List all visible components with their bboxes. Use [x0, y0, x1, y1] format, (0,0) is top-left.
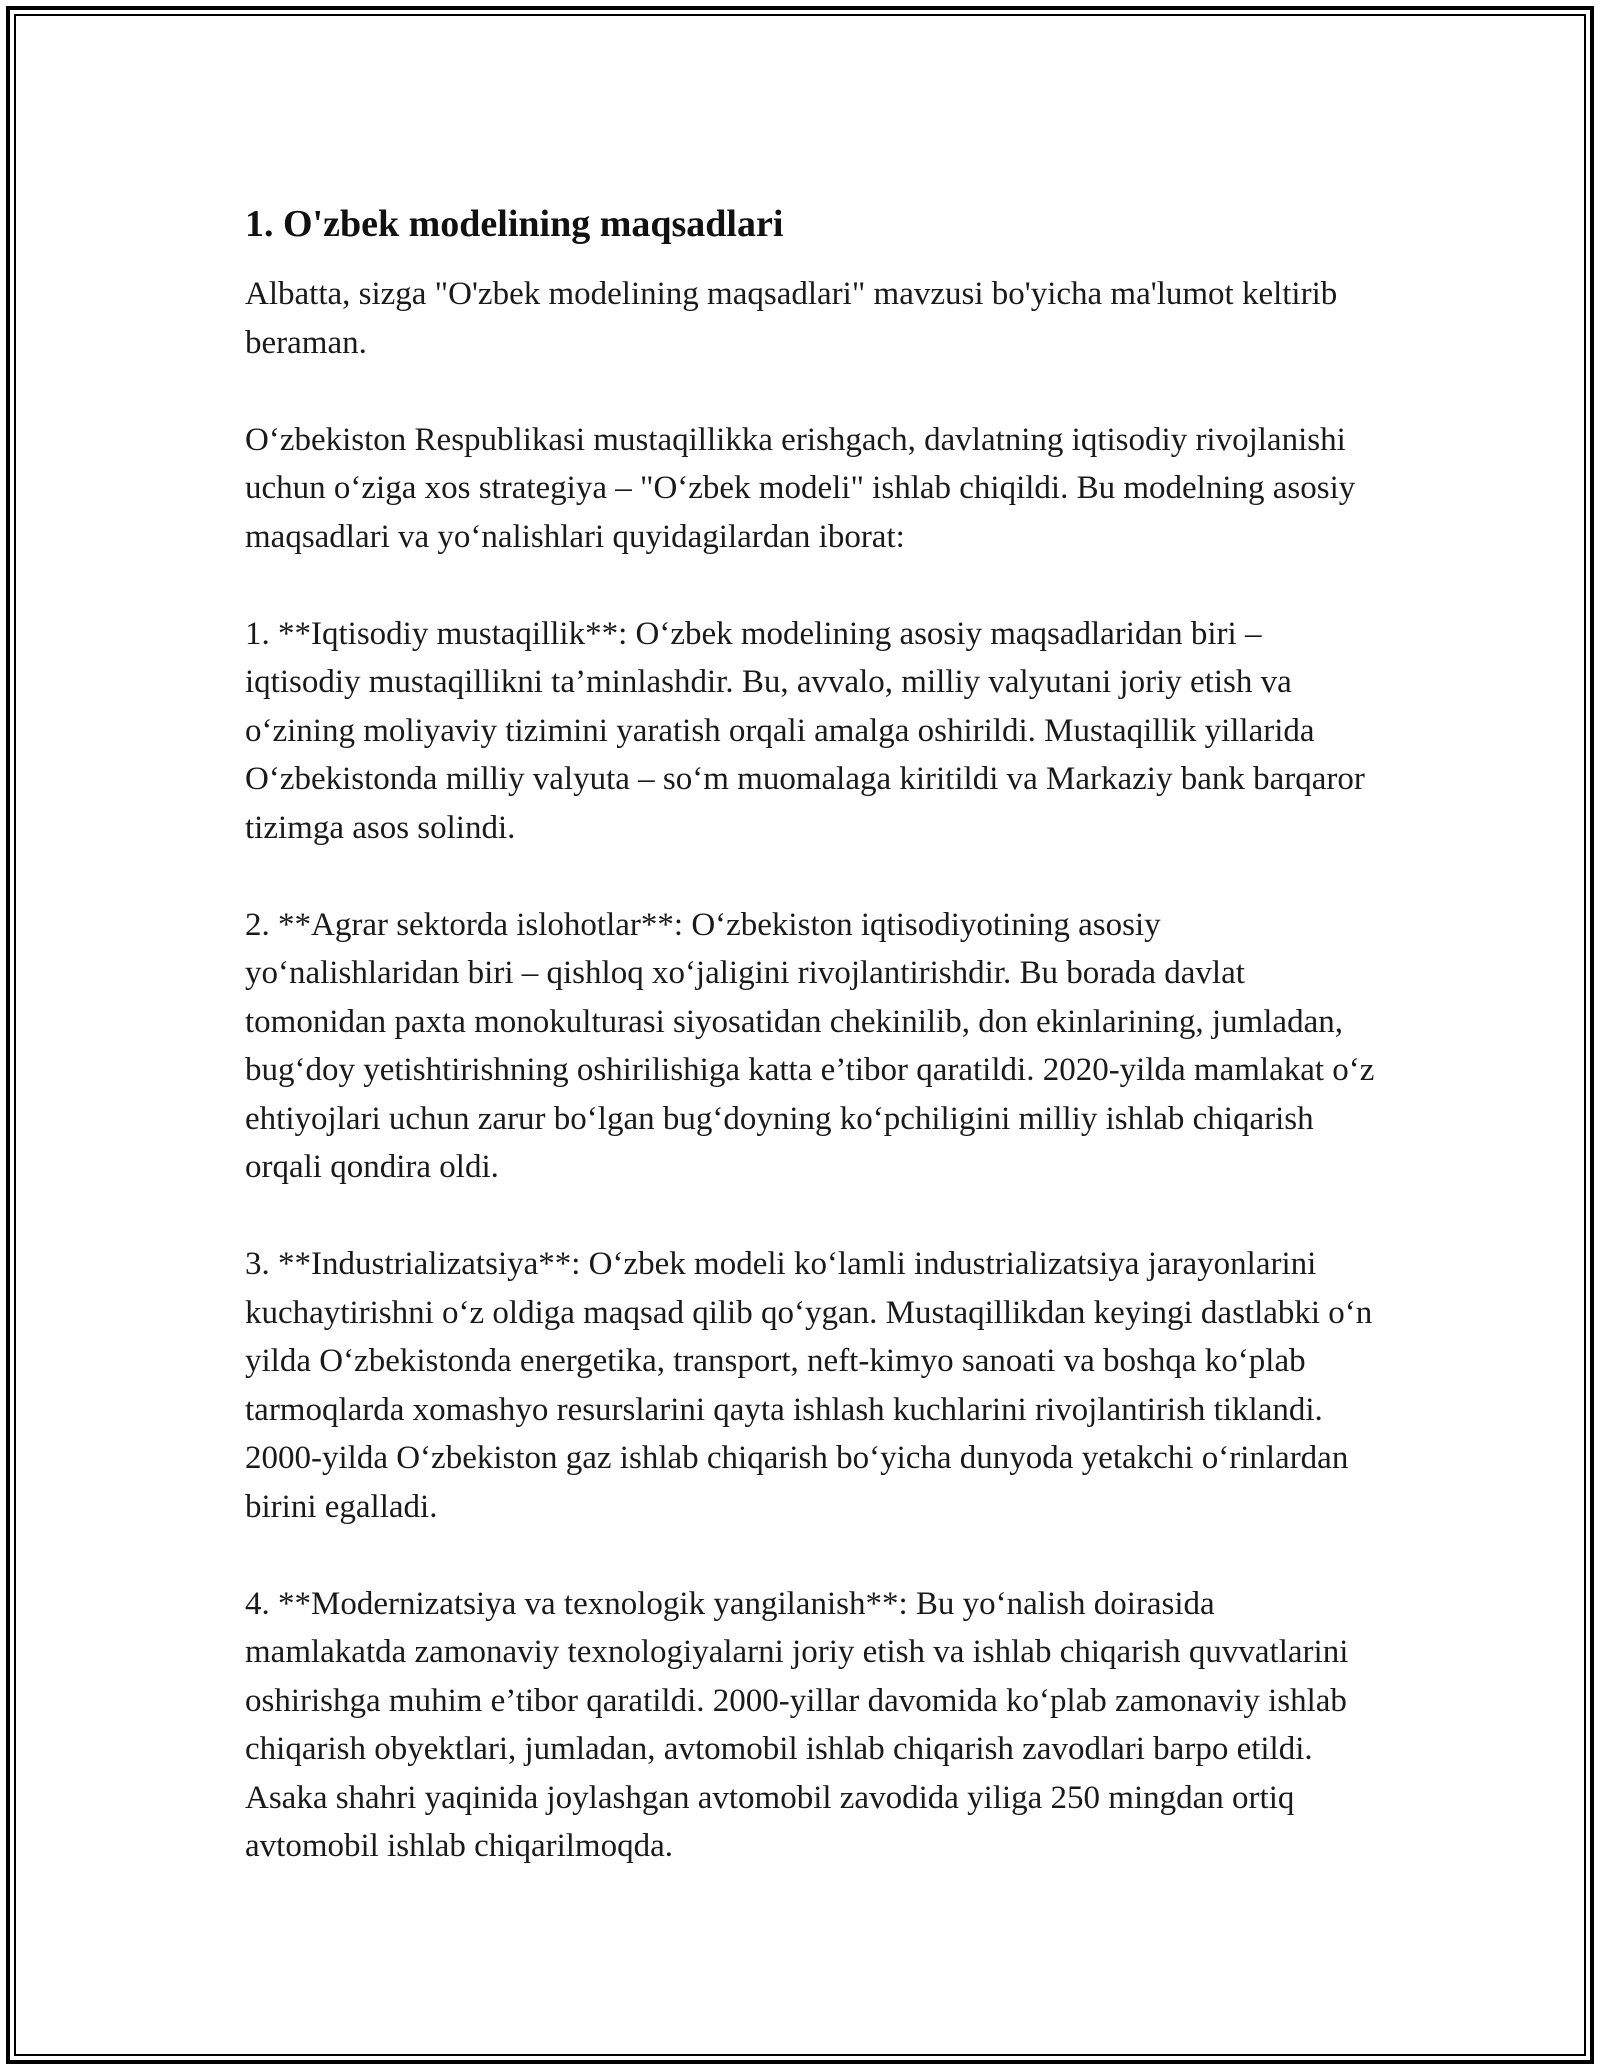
document-title: 1. O'zbek modelining maqsadlari: [245, 203, 784, 245]
paragraph-economic-independence: 1. **Iqtisodiy mustaqillik**: O‘zbek modelining asosiy maqsadlaridan biri – iqtisodiy mustaqillikni ta’minlashdir. Bu, avvalo, milliy valyutani joriy etish va o‘zining moliyaviy tizimini yaratish orqali amalga oshirildi. Mustaqillik yillarida O‘zbekistonda milliy valyuta – so‘m muomalaga kiritildi va Markaziy bank barqaror tizimga asos solindi.: [245, 615, 1365, 846]
document-content: [245, 196, 1380, 1919]
paragraph-industrialization: 3. **Industrializatsiya**: O‘zbek modeli ko‘lamli industrializatsiya jarayonlarini kuchaytirishni o‘z oldiga maqsad qilib qo‘ygan. Mustaqillikdan keyingi dastlabki o‘n yilda O‘zbekistonda energetika, transport, neft-kimyo sanoati va boshqa ko‘plab tarmoqlarda xomashyo resurslarini qayta ishlash kuchlarini rivojlantirish tiklandi. 2000-yilda O‘zbekiston gaz ishlab chiqarish bo‘yicha dunyoda yetakchi o‘rinlardan birini egalladi.: [245, 1246, 1373, 1525]
paragraph-agrarian-reforms: 2. **Agrar sektorda islohotlar**: O‘zbekiston iqtisodiyotining asosiy yo‘nalishlaridan biri – qishloq xo‘jaligini rivojlantirishdir. Bu borada davlat tomonidan paxta monokulturasi siyosatidan chekinilib, don ekinlarining, jumladan, bug‘doy yetishtirishning oshirilishiga katta e’tibor qaratildi. 2020-yilda mamlakat o‘z ehtiyojlari uchun zarur bo‘lgan bug‘doyning ko‘pchiligini milliy ishlab chiqarish orqali qondira oldi.: [245, 906, 1375, 1185]
paragraph-modernization: 4. **Modernizatsiya va texnologik yangilanish**: Bu yo‘nalish doirasida mamlakatda zamonaviy texnologiyalarni joriy etish va ishlab chiqarish quvvatlarini oshirishga muhim e’tibor qaratildi. 2000-yillar davomida ko‘plab zamonaviy ishlab chiqarish obyektlari, jumladan, avtomobil ishlab chiqarish zavodlari barpo etildi. Asaka shahri yaqinida joylashgan avtomobil zavodida yiliga 250 mingdan ortiq avtomobil ishlab chiqarilmoqda.: [245, 1585, 1349, 1864]
page-frame: [6, 6, 1594, 2064]
paragraph-overview: O‘zbekiston Respublikasi mustaqillikka erishgach, davlatning iqtisodiy rivojlanishi uchun o‘ziga xos strategiya – "O‘zbek modeli" ishlab chiqildi. Bu modelning asosiy maqsadlari va yo‘nalishlari quyidagilardan iborat:: [245, 421, 1356, 555]
paragraph-intro: Albatta, sizga "O'zbek modelining maqsadlari" mavzusi bo'yicha ma'lumot keltirib beraman.: [245, 276, 1338, 361]
